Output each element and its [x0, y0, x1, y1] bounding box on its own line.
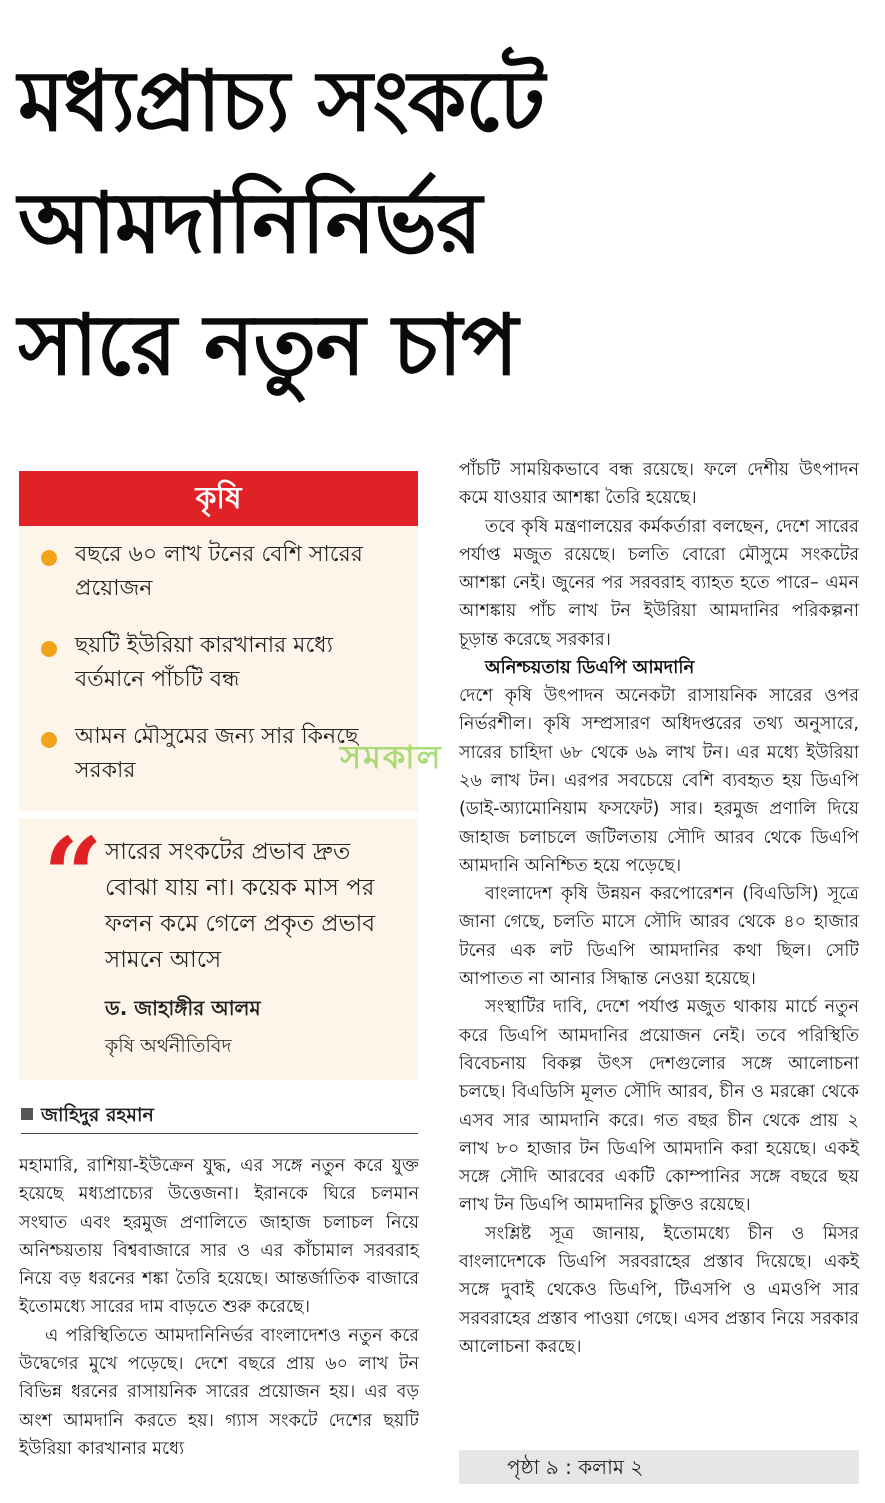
keypoint-text: বছরে ৬০ লাখ টনের বেশি সারের প্রয়োজন — [75, 542, 363, 601]
byline-square-icon — [21, 1108, 33, 1120]
bullet-dot-icon — [41, 641, 57, 657]
keypoint-text: আমন মৌসুমের জন্য সার কিনছে সরকার — [75, 724, 359, 783]
headline-line-3: সারে নতুন চাপ — [18, 296, 518, 394]
bullet-dot-icon — [41, 550, 57, 566]
headline — [18, 40, 868, 406]
byline — [21, 1101, 418, 1134]
quote-author: ড. জাহাঙ্গীর আলম — [105, 996, 261, 1020]
article-column-right — [459, 456, 859, 1361]
article-subheading: অনিশ্চয়তায় ডিএপি আমদানি — [485, 657, 695, 679]
keypoint-item — [41, 629, 404, 697]
article-column-left — [19, 1152, 419, 1463]
article-paragraph: এ পরিস্থিতিতে আমদানিনির্ভর বাংলাদেশও নতুন করে উদ্বেগের মুখে পড়েছে। দেশে বছরে প্রায় ৬০ লাখ টন বিভিন্ন ধরনের রাসায়নিক সারের প্রয়োজন হয়। এর বড় অংশ আমদানি করতে হয়। গ্যাস সংকটে দেশের ছয়টি ইউরিয়া কারখানার মধ্যে — [19, 1325, 419, 1459]
article-paragraph: মহামারি, রাশিয়া-ইউক্রেন যুদ্ধ, এর সঙ্গে নতুন করে যুক্ত হয়েছে মধ্যপ্রাচ্যের উত্তেজনা। ইরানকে ঘিরে চলমান সংঘাত এবং হরমুজ প্রণালিতে জাহাজ চলাচল নিয়ে অনিশ্চয়তায় বিশ্ববাজারে সার ও এর কাঁচামাল সরবরাহ নিয়ে বড় ধরনের শঙ্কা তৈরি হয়েছে। আন্তর্জাতিক বাজারে ইতোমধ্যে সারের দাম বাড়তে শুরু করেছে। — [19, 1156, 419, 1318]
article-paragraph: সংস্থাটির দাবি, দেশে পর্যাপ্ত মজুত থাকায় মার্চে নতুন করে ডিএপি আমদানির প্রয়োজন নেই। তবে পরিস্থিতি বিবেচনায় বিকল্প উৎস দেশগুলোর সঙ্গে আলোচনা চলছে। বিএডিসি মূলত সৌদি আরব, চীন ও মরক্কো থেকে এসব সার আমদানি করে। গত বছর চীন থেকে প্রায় ২ লাখ ৮০ হাজার টন ডিএপি আমদানি করা হয়েছে। একই সঙ্গে সৌদি আরবের একটি কোম্পানির সঙ্গে বছরে ছয় লাখ টন ডিএপি আমদানির চুক্তিও রয়েছে। — [459, 997, 859, 1216]
byline-author: জাহিদুর রহমান — [41, 1104, 154, 1126]
keypoint-item — [41, 538, 404, 606]
quote-author-role: কৃষি অর্থনীতিবিদ — [105, 1035, 232, 1057]
pull-quote-box — [19, 814, 418, 1080]
bullet-dot-icon — [41, 732, 57, 748]
article-paragraph: দেশে কৃষি উৎপাদন অনেকটা রাসায়নিক সারের ওপর নির্ভরশীল। কৃষি সম্প্রসারণ অধিদপ্তরের তথ্য অনুসারে, সারের চাহিদা ৬৮ থেকে ৬৯ লাখ টন। এর মধ্যে ইউরিয়া ২৬ লাখ টন। এরপর সবচেয়ে বেশি ব্যবহৃত হয় ডিএপি (ডাই-অ্যামোনিয়াম ফসফেট) সার। হরমুজ প্রণালি দিয়ে জাহাজ চলাচলে জটিলতায় সৌদি আরব থেকে ডিএপি আমদানি অনিশ্চিত হয়ে পড়েছে। — [459, 686, 859, 876]
article-paragraph: তবে কৃষি মন্ত্রণালয়ের কর্মকর্তারা বলছেন, দেশে সারের পর্যাপ্ত মজুত রয়েছে। চলতি বোরো মৌসুমে সংকটের আশঙ্কা নেই। জুনের পর সরবরাহ ব্যাহত হতে পারে– এমন আশঙ্কায় পাঁচ লাখ টন ইউরিয়া আমদানির পরিকল্পনা চূড়ান্ত করেছে সরকার। — [459, 516, 859, 650]
page-reference: পৃষ্ঠা ৯ : কলাম ২ — [507, 1455, 644, 1479]
headline-line-2: আমদানিনির্ভর — [18, 174, 482, 272]
keypoint-text: ছয়টি ইউরিয়া কারখানার মধ্যে বর্তমানে পাঁচটি বন্ধ — [75, 633, 333, 692]
article-paragraph: বাংলাদেশ কৃষি উন্নয়ন করপোরেশন (বিএডিসি) সূত্রে জানা গেছে, চলতি মাসে সৌদি আরব থেকে ৪০ হাজার টনের এক লট ডিএপি আমদানির কথা ছিল। সেটি আপাতত না আনার সিদ্ধান্ত নেওয়া হয়েছে। — [459, 884, 859, 990]
watermark-logo: সমকাল — [340, 738, 443, 776]
quote-mark-icon: “ — [43, 814, 103, 937]
keypoints-header: কৃষি — [19, 471, 418, 526]
quote-text: সারের সংকটের প্রভাব দ্রুত বোঝা যায় না। কয়েক মাস পর ফলন কমে গেলে প্রকৃত প্রভাব সামনে আসে — [105, 839, 376, 973]
headline-line-1: মধ্যপ্রাচ্য সংকটে — [18, 52, 545, 150]
article-paragraph: সংশ্লিষ্ট সূত্র জানায়, ইতোমধ্যে চীন ও মিসর বাংলাদেশকে ডিএপি সরবরাহের প্রস্তাব দিয়েছে। একই সঙ্গে দুবাই থেকেও ডিএপি, টিএসপি ও এমওপি সার সরবরাহের প্রস্তাব পাওয়া গেছে। এসব প্রস্তাব নিয়ে সরকার আলোচনা করছে। — [459, 1223, 859, 1357]
article-paragraph: পাঁচটি সাময়িকভাবে বন্ধ রয়েছে। ফলে দেশীয় উৎপাদন কমে যাওয়ার আশঙ্কা তৈরি হয়েছে। — [459, 460, 859, 509]
page-reference-bar — [459, 1450, 859, 1484]
